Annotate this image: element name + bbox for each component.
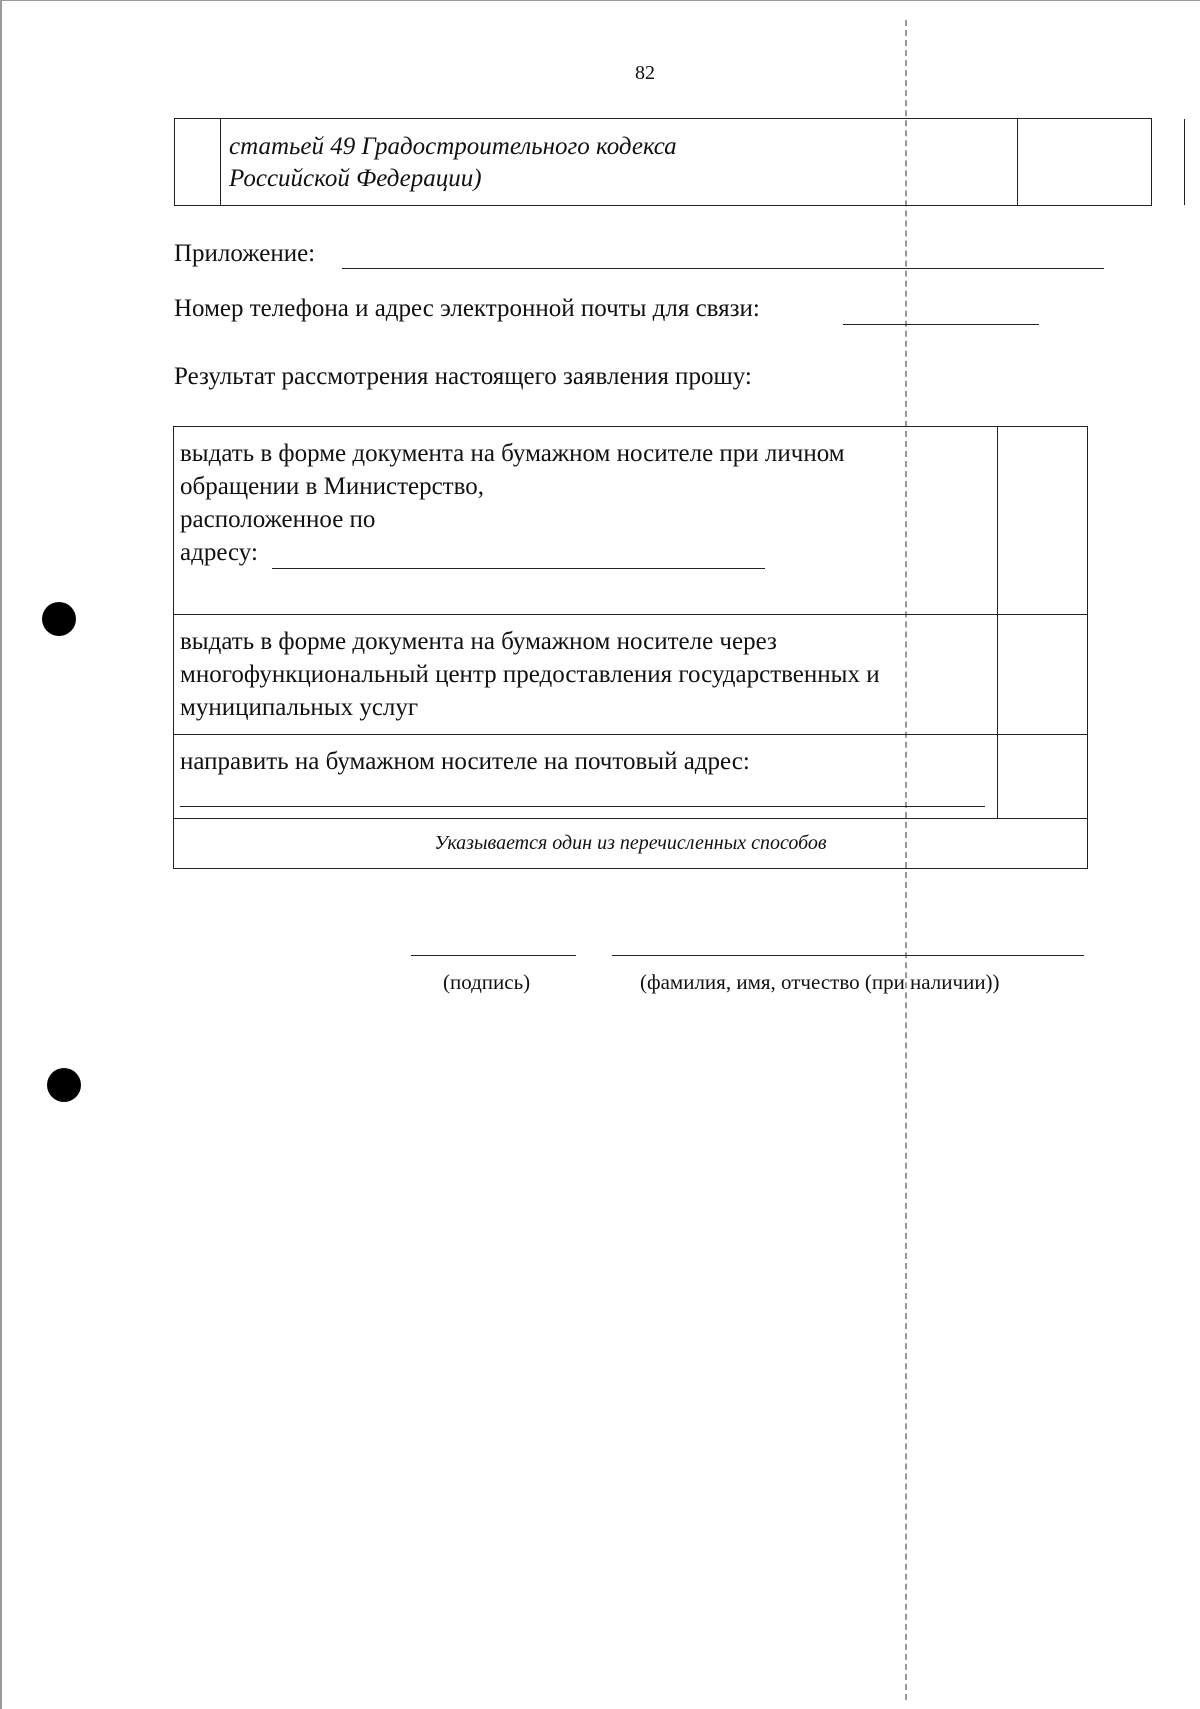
continuation-table-text-cell (221, 119, 1018, 205)
continuation-table-mid-cell (1018, 119, 1185, 205)
option-checkbox[interactable] (997, 427, 1087, 614)
option-checkbox[interactable] (997, 615, 1087, 734)
delivery-note: Указывается один из перечисленных способов (434, 832, 827, 854)
punch-hole-lower (47, 1068, 81, 1102)
delivery-option-mfc (174, 615, 1087, 735)
address-label: адресу: (180, 539, 258, 566)
delivery-option-text (180, 625, 1000, 724)
signature-caption: (подпись) (443, 970, 531, 994)
full-name-caption: (фамилия, имя, отчество (при наличии)) (640, 970, 1000, 994)
delivery-option-text (180, 437, 1000, 569)
option-text-line: многофункциональный центр предоставления государственных и (180, 661, 880, 688)
option-text-line: выдать в форме документа на бумажном носителе через (180, 628, 777, 655)
postal-address-field[interactable] (180, 806, 985, 807)
option-text-line: обращении в Министерство, (180, 473, 484, 500)
page-edge-top (0, 0, 1200, 1)
attachment-label: Приложение: (174, 240, 316, 267)
page-number: 82 (635, 62, 655, 84)
continuation-table-index-cell (175, 119, 221, 205)
page-edge-left (0, 0, 2, 1709)
full-name-field[interactable] (612, 955, 1084, 956)
continuation-text-line: статьей 49 Градостроительного кодекса (229, 133, 677, 160)
option-text-line: направить на бумажном носителе на почтовый адрес: (180, 748, 750, 775)
delivery-option-text (180, 745, 1000, 778)
contact-label: Номер телефона и адрес электронной почты для связи: (174, 295, 760, 322)
delivery-option-in-person (174, 427, 1087, 615)
option-text-line: выдать в форме документа на бумажном носителе при личном (180, 440, 845, 467)
address-field[interactable] (272, 568, 765, 569)
punch-hole-upper (42, 602, 76, 636)
option-text-line: муниципальных услуг (180, 694, 419, 721)
delivery-options-table (173, 426, 1088, 869)
continuation-table (174, 118, 1152, 206)
option-text-line: расположенное по (180, 506, 376, 533)
continuation-text-line: Российской Федерации) (229, 165, 482, 192)
signature-field[interactable] (411, 955, 576, 956)
option-checkbox[interactable] (997, 735, 1087, 818)
contact-field[interactable] (843, 324, 1039, 325)
option-text-line (180, 536, 1000, 569)
delivery-option-mail (174, 735, 1087, 819)
result-label: Результат рассмотрения настоящего заявления прошу: (174, 363, 752, 390)
attachment-field[interactable] (342, 268, 1104, 269)
